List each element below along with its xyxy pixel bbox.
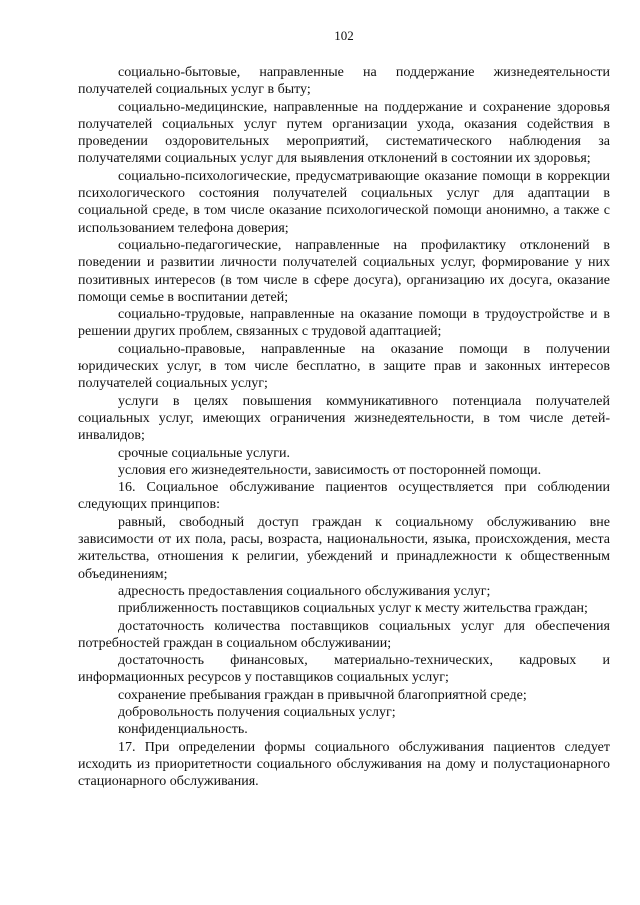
paragraph-social-psychological: социально-психологические, предусматривающие оказание помощи в коррекции психологического состояния получателей социальных услуг для адаптации в социальной среде, в том числе оказание психологической помощи анонимно, а также с использованием телефона доверия; — [78, 168, 610, 236]
paragraph-targeting: адресность предоставления социального обслуживания услуг; — [118, 583, 491, 599]
paragraph-confidentiality: конфиденциальность. — [118, 722, 248, 738]
paragraph-urgent-services: срочные социальные услуги. — [118, 445, 290, 461]
paragraph-section-16: 16. Социальное обслуживание пациентов осуществляется при соблюдении следующих принципов: — [78, 480, 610, 513]
paragraph-provider-sufficiency: достаточность количества поставщиков социальных услуг для обеспечения потребностей граждан в социальном обслуживании; — [78, 618, 610, 651]
paragraph-proximity: приближенность поставщиков социальных услуг к месту жительства граждан; — [118, 601, 588, 617]
paragraph-social-labor: социально-трудовые, направленные на оказание помощи в трудоустройстве и в решении других проблем, связанных с трудовой адаптацией; — [78, 307, 610, 340]
paragraph-equal-access: равный, свободный доступ граждан к социальному обслуживанию вне зависимости от их пола, расы, возраста, национальности, языка, происхождения, места жительства, отношения к религии, убеждений и принадлежности к общественным объединениям; — [78, 514, 610, 582]
paragraph-familiar-environment: сохранение пребывания граждан в привычной благоприятной среде; — [118, 687, 527, 703]
paragraph-section-17: 17. При определении формы социального обслуживания пациентов следует исходить из приоритетности социального обслуживания на дому и полустационарного стационарного обслуживания. — [78, 739, 610, 790]
paragraph-communicative-services: услуги в целях повышения коммуникативного потенциала получателей социальных услуг, имеющих ограничения жизнедеятельности, в том числе детей-инвалидов; — [78, 393, 610, 444]
paragraph-voluntariness: добровольность получения социальных услуг; — [118, 704, 396, 720]
paragraph-social-legal: социально-правовые, направленные на оказание помощи в получении юридических услуг, в том числе бесплатно, в защите прав и законных интересов получателей социальных услуг; — [78, 341, 610, 392]
paragraph-resource-sufficiency: достаточность финансовых, материально-технических, кадровых и информационных ресурсов у поставщиков социальных услуг; — [78, 653, 610, 686]
paragraph-social-medical: социально-медицинские, направленные на поддержание и сохранение здоровья получателей социальных услуг путем организации ухода, оказания содействия в проведении оздоровительных мероприятий, систематического наблюдения за получателями социальных услуг для выявления отклонений в состоянии их здоровья; — [78, 99, 610, 167]
paragraph-living-conditions: условия его жизнедеятельности, зависимость от посторонней помощи. — [118, 462, 542, 478]
page-number: 102 — [334, 28, 354, 43]
paragraph-social-household: социально-бытовые, направленные на поддержание жизнедеятельности получателей социальных услуг в быту; — [78, 65, 610, 98]
paragraph-social-pedagogical: социально-педагогические, направленные на профилактику отклонений в поведении и развитии личности получателей социальных услуг, формирование у них позитивных интересов (в том числе в сфере досуга), организацию их досуга, оказание помощи семье в воспитании детей; — [78, 237, 610, 305]
